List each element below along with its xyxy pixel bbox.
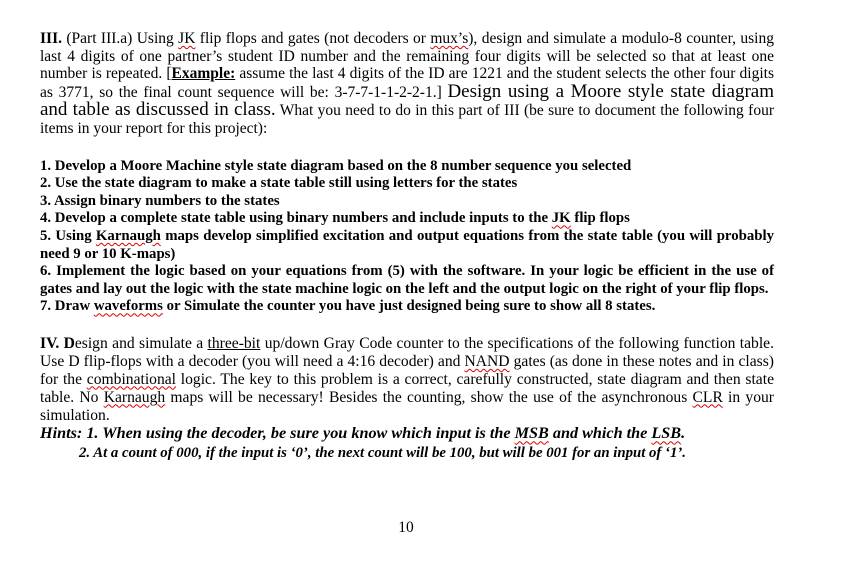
hints-line-1: Hints: 1. When using the decoder, be sure you know which input is the MSB and which the LSB. bbox=[40, 424, 686, 443]
list-item: 3. Assign binary numbers to the states bbox=[40, 192, 280, 209]
list-item: 2. Use the state diagram to make a state table still using letters for the states bbox=[40, 175, 518, 192]
example-label: Example: bbox=[171, 65, 236, 83]
list-item: 4. Develop a complete state table using binary numbers and include inputs to the JK flip flops bbox=[40, 210, 630, 227]
section-iv-paragraph: IV. Design and simulate a three-bit up/down Gray Code counter to the specifications of the following function table. Use D flip-flops with a decoder (you will need a 4:16 decoder) and NAND gates (as done in these notes and in class) for the combinational logic. The key to this problem is a correct, carefully constructed, state diagram and then state table. No Karnaugh maps will be necessary! Besides the counting, show the use of the asynchronous CLR in your simulation. bbox=[40, 334, 774, 424]
section-iii-heading: III. bbox=[40, 30, 62, 47]
three-bit-underlined: three-bit bbox=[207, 334, 261, 352]
section-iv-heading: IV. D bbox=[40, 334, 75, 352]
list-item: 6. Implement the logic based on your equations from (5) with the software. In your logic be efficient in the use of gates and lay out the logic with the state machine logic on the left and the output logic on the right of your flip flops. bbox=[40, 263, 774, 297]
section-iii-paragraph: III. (Part III.a) Using JK flip flops and gates (not decoders or mux’s), design and simulate a modulo-8 counter, using last 4 digits of one partner’s student ID number and the remaining four digits will be selected so that at least one number is repeated. [Example: assume the last 4 digits of the ID are 1221 and the student selects the other four digits as 3771, so the final count sequence will be: 3-7-7-1-1-2-2-1.] Design using a Moore style state diagram and table as discussed in class. What you need to do in this part of III (be sure to document the following four items in your report for this project): bbox=[40, 30, 774, 137]
spell-flag-nand: NAND bbox=[464, 352, 510, 370]
spell-flag-jk: JK bbox=[178, 30, 196, 47]
spell-flag-combinational: combinational bbox=[86, 370, 177, 388]
spell-flag-karnaugh: Karnaugh bbox=[103, 388, 166, 406]
list-item: 1. Develop a Moore Machine style state diagram based on the 8 number sequence you selected bbox=[40, 157, 632, 174]
spell-flag-muxs: mux’s bbox=[430, 30, 469, 47]
spell-flag-karnaugh: Karnaugh bbox=[95, 227, 161, 244]
spell-flag-waveforms: waveforms bbox=[93, 298, 163, 315]
spell-flag-clr: CLR bbox=[692, 388, 723, 406]
design-instruction-large: Design using a Moore style state diagram and table as discussed in class. bbox=[40, 80, 774, 121]
spell-flag-msb: MSB bbox=[514, 424, 549, 443]
document-page bbox=[40, 30, 774, 463]
spell-flag-jk: JK bbox=[551, 210, 571, 227]
list-item: 7. Draw waveforms or Simulate the counter you have just designed being sure to show all 8 states. bbox=[40, 298, 656, 315]
hints-line-2: 2. At a count of 000, if the input is ‘0’, the next count will be 100, but will be 001 for an input of ‘1’. bbox=[79, 444, 686, 461]
page-number: 10 bbox=[398, 519, 414, 536]
requirements-list bbox=[40, 158, 774, 316]
spell-flag-lsb: LSB bbox=[651, 424, 682, 443]
list-item: 5. Using Karnaugh maps develop simplified excitation and output equations from the state table (you will probably need 9 or 10 K-maps) bbox=[40, 227, 774, 262]
